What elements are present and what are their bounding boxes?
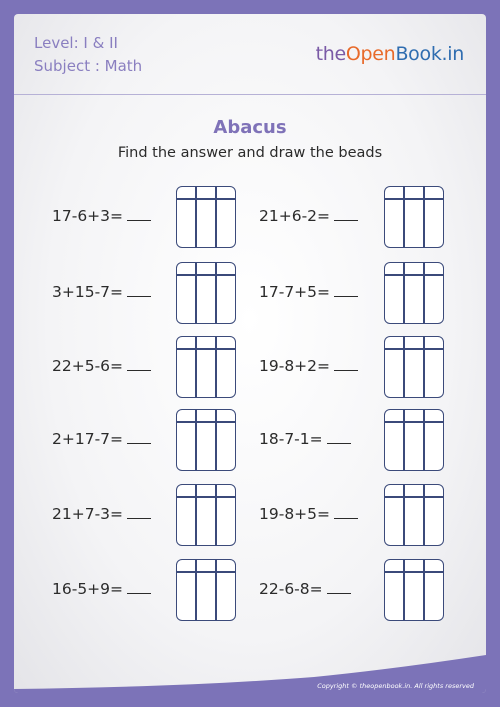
- answer-blank[interactable]: [127, 369, 151, 371]
- abacus-rod: [215, 410, 217, 470]
- problem-expression: 3+15-7=: [52, 283, 124, 301]
- abacus-frame[interactable]: [384, 336, 444, 398]
- abacus-bar: [177, 571, 235, 573]
- abacus-frame[interactable]: [176, 336, 236, 398]
- brand-logo-part: Book.in: [395, 43, 464, 65]
- abacus-bar: [385, 348, 443, 350]
- abacus-frame[interactable]: [384, 262, 444, 324]
- abacus-rod: [215, 337, 217, 397]
- abacus-rod: [423, 337, 425, 397]
- answer-blank[interactable]: [334, 369, 358, 371]
- abacus-rod: [403, 560, 405, 620]
- abacus-frame[interactable]: [384, 186, 444, 248]
- problem-expression: 22-6-8=: [259, 580, 323, 598]
- answer-blank[interactable]: [127, 592, 151, 594]
- answer-blank[interactable]: [127, 295, 151, 297]
- problem-expression: 19-8+2=: [259, 357, 331, 375]
- answer-blank[interactable]: [327, 592, 351, 594]
- abacus-bar: [385, 496, 443, 498]
- abacus-frame[interactable]: [384, 559, 444, 621]
- abacus-rod: [215, 485, 217, 545]
- problem-expression: 19-8+5=: [259, 505, 331, 523]
- abacus-rod: [195, 263, 197, 323]
- math-problem: [259, 283, 358, 301]
- answer-blank[interactable]: [127, 442, 151, 444]
- abacus-rod: [423, 560, 425, 620]
- abacus-bar: [385, 274, 443, 276]
- math-problem: [52, 580, 151, 598]
- answer-blank[interactable]: [334, 295, 358, 297]
- abacus-rod: [215, 187, 217, 247]
- abacus-rod: [423, 263, 425, 323]
- header-divider: [14, 94, 486, 95]
- abacus-rod: [195, 187, 197, 247]
- footer-band: [14, 655, 486, 693]
- abacus-rod: [215, 263, 217, 323]
- abacus-frame[interactable]: [384, 484, 444, 546]
- abacus-bar: [177, 274, 235, 276]
- abacus-rod: [423, 187, 425, 247]
- math-problem: [52, 505, 151, 523]
- math-problem: [259, 357, 358, 375]
- math-problem: [259, 505, 358, 523]
- problem-expression: 22+5-6=: [52, 357, 124, 375]
- abacus-bar: [177, 198, 235, 200]
- answer-blank[interactable]: [334, 219, 358, 221]
- header-info: [34, 32, 142, 78]
- abacus-frame[interactable]: [176, 484, 236, 546]
- problem-expression: 18-7-1=: [259, 430, 323, 448]
- abacus-bar: [385, 198, 443, 200]
- problem-expression: 21+7-3=: [52, 505, 124, 523]
- abacus-frame[interactable]: [176, 559, 236, 621]
- abacus-bar: [177, 496, 235, 498]
- abacus-rod: [423, 410, 425, 470]
- abacus-rod: [195, 410, 197, 470]
- math-problem: [52, 357, 151, 375]
- abacus-rod: [423, 485, 425, 545]
- math-problem: [52, 430, 151, 448]
- problem-expression: 2+17-7=: [52, 430, 124, 448]
- abacus-bar: [177, 421, 235, 423]
- abacus-rod: [195, 485, 197, 545]
- abacus-rod: [403, 187, 405, 247]
- abacus-frame[interactable]: [176, 262, 236, 324]
- abacus-rod: [403, 485, 405, 545]
- copyright-text: Copyright © theopenbook.in. All rights reserved: [317, 682, 474, 690]
- brand-logo-part: the: [315, 43, 346, 65]
- abacus-rod: [403, 410, 405, 470]
- worksheet-instruction: Find the answer and draw the beads: [117, 145, 383, 161]
- abacus-rod: [403, 263, 405, 323]
- level-label: Level: I & II: [34, 34, 118, 52]
- math-problem: [259, 430, 351, 448]
- problem-expression: 17-7+5=: [259, 283, 331, 301]
- abacus-rod: [195, 337, 197, 397]
- math-problem: [259, 580, 351, 598]
- abacus-frame[interactable]: [176, 409, 236, 471]
- math-problem: [52, 283, 151, 301]
- abacus-bar: [177, 348, 235, 350]
- abacus-bar: [385, 421, 443, 423]
- worksheet-title: Abacus: [213, 117, 287, 138]
- subject-label: Subject : Math: [34, 57, 143, 75]
- abacus-frame[interactable]: [384, 409, 444, 471]
- worksheet-sheet: [14, 14, 486, 693]
- problem-expression: 16-5+9=: [52, 580, 124, 598]
- abacus-rod: [403, 337, 405, 397]
- abacus-rod: [195, 560, 197, 620]
- brand-logo: [316, 43, 464, 65]
- abacus-rod: [215, 560, 217, 620]
- answer-blank[interactable]: [334, 517, 358, 519]
- math-problem: [259, 207, 358, 225]
- problem-expression: 17-6+3=: [52, 207, 124, 225]
- answer-blank[interactable]: [127, 517, 151, 519]
- abacus-frame[interactable]: [176, 186, 236, 248]
- brand-logo-part: Open: [345, 43, 396, 65]
- answer-blank[interactable]: [327, 442, 351, 444]
- abacus-bar: [385, 571, 443, 573]
- answer-blank[interactable]: [127, 219, 151, 221]
- math-problem: [52, 207, 151, 225]
- problem-expression: 21+6-2=: [259, 207, 331, 225]
